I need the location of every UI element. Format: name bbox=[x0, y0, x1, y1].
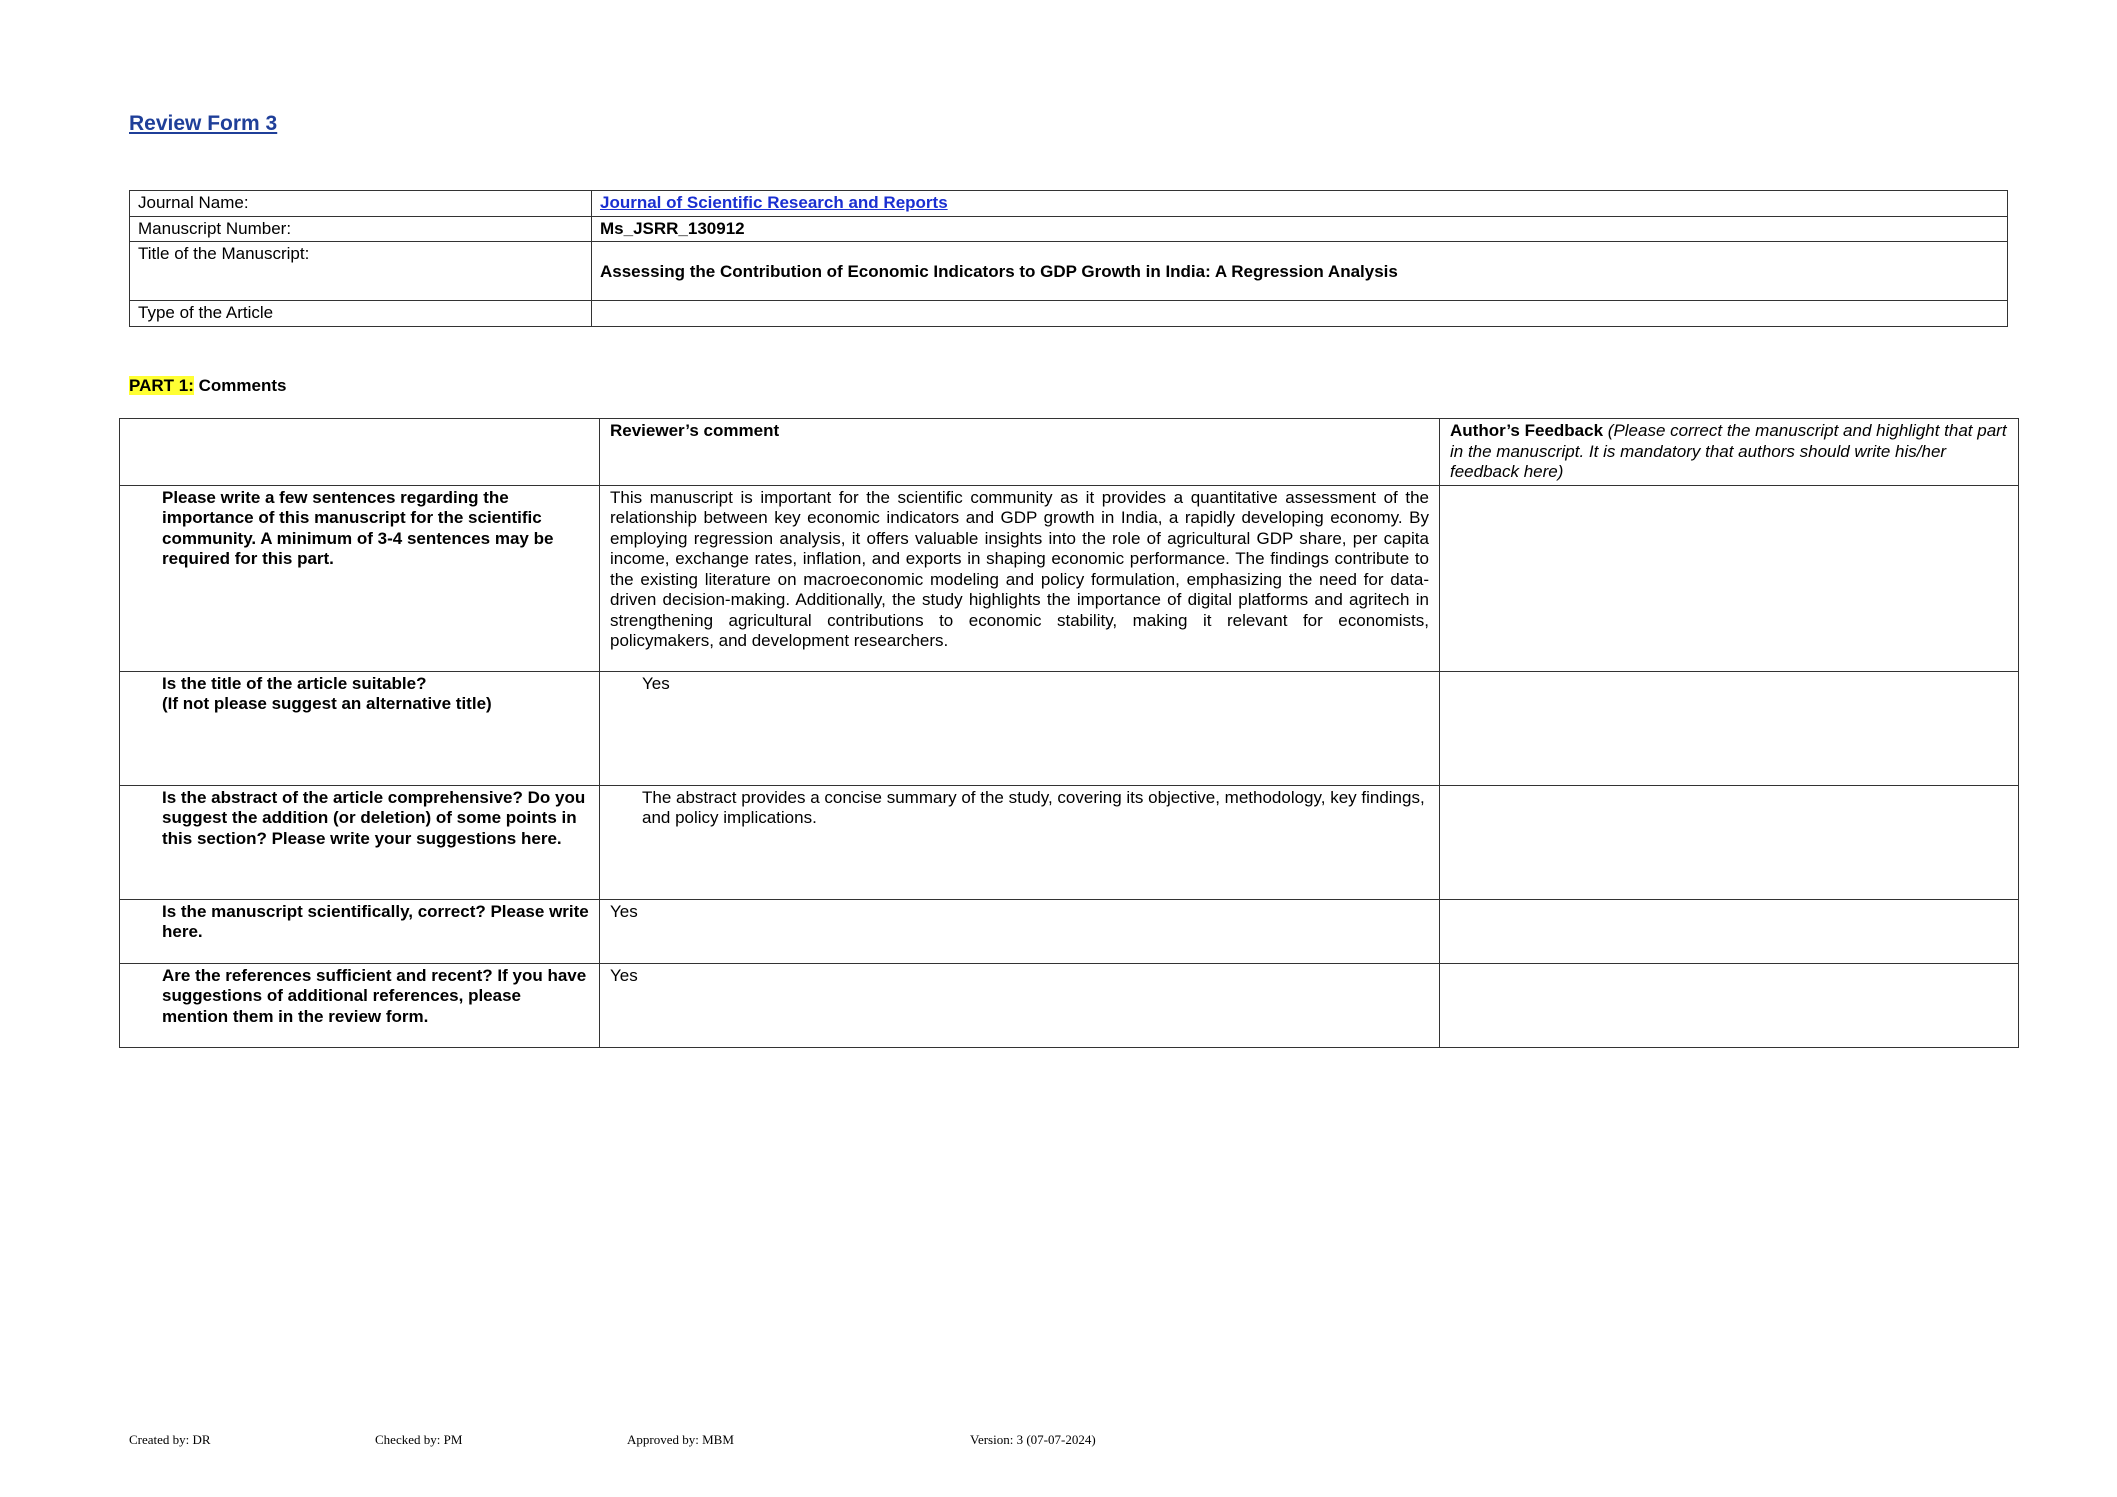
reviewer-comment-title: Yes bbox=[600, 671, 1440, 785]
reviewer-comment-importance: This manuscript is important for the scientific community as it provides a quantitative assessment of the relationship between key economic indicators and GDP growth in India, a rapidly developing economy. By employing regression analysis, it offers valuable insights into the role of agricultural GDP share, per capita income, exchange rates, inflation, and exports in shaping economic performance. The findings contribute to the existing literature on macroeconomic modeling and policy formulation, emphasizing the need for data-driven decision-making. Additionally, the study highlights the importance of digital platforms and agritech in strengthening agricultural contributions to economic stability, making it relevant for economists, policymakers, and development researchers. bbox=[600, 485, 1440, 671]
question-header-cell bbox=[120, 419, 600, 486]
manuscript-number-label: Manuscript Number: bbox=[130, 216, 592, 242]
question-references: Are the references sufficient and recent? If you have suggestions of additional references, please mention them in the review form. bbox=[120, 963, 600, 1047]
author-feedback-title-row[interactable] bbox=[1440, 671, 2019, 785]
manuscript-title-label: Title of the Manuscript: bbox=[130, 242, 592, 301]
question-importance: Please write a few sentences regarding the importance of this manuscript for the scientific community. A minimum of 3-4 sentences may be required for this part. bbox=[120, 485, 600, 671]
author-feedback-title: Author’s Feedback bbox=[1450, 421, 1604, 440]
part1-title: Comments bbox=[198, 376, 287, 395]
table-row bbox=[120, 899, 2019, 963]
footer-approved-by: Approved by: MBM bbox=[627, 1432, 734, 1447]
reviewer-comment-references: Yes bbox=[600, 963, 1440, 1047]
question-title-line1: Is the title of the article suitable? bbox=[162, 673, 427, 693]
journal-row bbox=[130, 191, 2008, 217]
reviewer-comment-header: Reviewer’s comment bbox=[600, 419, 1440, 486]
comments-table bbox=[119, 418, 2019, 1048]
author-feedback-references[interactable] bbox=[1440, 963, 2019, 1047]
manuscript-title-row bbox=[130, 242, 2008, 301]
manuscript-info-table bbox=[129, 190, 2008, 327]
manuscript-number-row bbox=[130, 216, 2008, 242]
author-feedback-instructions: (Please correct the manuscript and highlight that part in the manuscript. It is mandatory that authors should write his/her feedback here) bbox=[1450, 421, 2007, 481]
footer-created-by: Created by: DR bbox=[129, 1432, 211, 1447]
table-row bbox=[120, 671, 2019, 785]
reviewer-comment-abstract: The abstract provides a concise summary of the study, covering its objective, methodology, key findings, and policy implications. bbox=[600, 785, 1440, 899]
part1-heading bbox=[129, 376, 286, 396]
journal-link[interactable]: Journal of Scientific Research and Reports bbox=[600, 193, 948, 212]
journal-label: Journal Name: bbox=[130, 191, 592, 217]
question-title-suitable bbox=[120, 671, 600, 785]
manuscript-title-value: Assessing the Contribution of Economic Indicators to GDP Growth in India: A Regression Analysis bbox=[592, 242, 2008, 301]
article-type-value bbox=[592, 301, 2008, 327]
author-feedback-importance[interactable] bbox=[1440, 485, 2019, 671]
form-title: Review Form 3 bbox=[129, 112, 278, 135]
reviewer-comment-scientific: Yes bbox=[600, 899, 1440, 963]
article-type-row bbox=[130, 301, 2008, 327]
journal-value-cell bbox=[592, 191, 2008, 217]
question-title-line2: (If not please suggest an alternative title) bbox=[162, 694, 492, 713]
author-feedback-abstract[interactable] bbox=[1440, 785, 2019, 899]
comments-header-row bbox=[120, 419, 2019, 486]
article-type-label: Type of the Article bbox=[130, 301, 592, 327]
question-scientific: Is the manuscript scientifically, correct? Please write here. bbox=[120, 899, 600, 963]
footer-version: Version: 3 (07-07-2024) bbox=[970, 1432, 1096, 1447]
author-feedback-header bbox=[1440, 419, 2019, 486]
part1-label: PART 1: bbox=[129, 376, 194, 395]
table-row bbox=[120, 963, 2019, 1047]
manuscript-number-value: Ms_JSRR_130912 bbox=[592, 216, 2008, 242]
table-row bbox=[120, 785, 2019, 899]
question-abstract: Is the abstract of the article comprehensive? Do you suggest the addition (or deletion) of some points in this section? Please write your suggestions here. bbox=[120, 785, 600, 899]
table-row bbox=[120, 485, 2019, 671]
footer-checked-by: Checked by: PM bbox=[375, 1432, 463, 1447]
author-feedback-scientific[interactable] bbox=[1440, 899, 2019, 963]
